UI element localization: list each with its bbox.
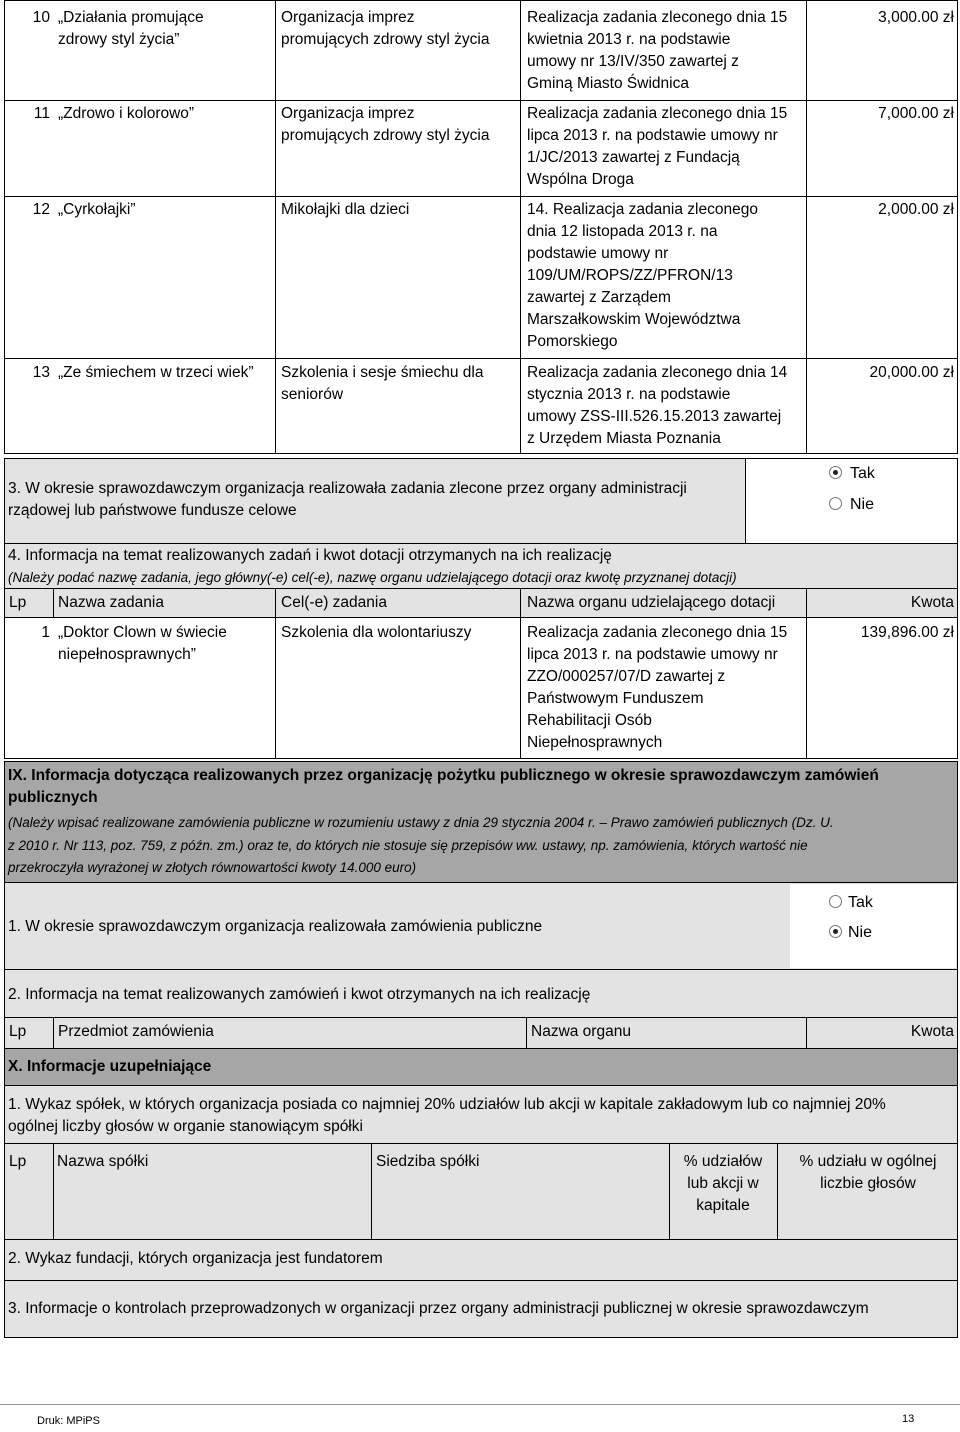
granting-organ: ZZO/000257/07/D zawartej z	[527, 668, 726, 685]
column-header-votes: % udziału w ogólnej	[799, 1153, 937, 1170]
no-label: Nie	[848, 924, 873, 941]
task-name: „Ze śmiechem w trzeci wiek”	[58, 364, 254, 381]
granting-organ: umowy nr 13/IV/350 zawartej z	[527, 53, 739, 70]
granting-organ: Realizacja zadania zleconego dnia 15	[527, 105, 788, 122]
granting-organ: Realizacja zadania zleconego dnia 15	[527, 9, 788, 26]
row-lp: 11	[33, 105, 50, 122]
granting-organ: z Urzędem Miasta Poznania	[527, 430, 721, 447]
granting-organ: Pomorskiego	[527, 333, 618, 350]
task-name: „Zdrowo i kolorowo”	[58, 105, 195, 122]
granting-organ: lipca 2013 r. na podstawie umowy nr	[527, 646, 778, 663]
yes-radio[interactable]	[829, 466, 842, 479]
column-header-amount: Kwota	[910, 594, 954, 611]
granting-organ: 109/UM/ROPS/ZZ/PFRON/13	[527, 267, 733, 284]
row-lp: 13	[32, 364, 50, 381]
no-label: Nie	[850, 496, 875, 513]
task-goal: Szkolenia dla wolontariuszy	[281, 624, 472, 641]
granting-organ: lipca 2013 r. na podstawie umowy nr	[527, 127, 778, 144]
footer-print-label: Druk: MPiPS	[37, 1415, 100, 1427]
column-header-goal: Cel(-e) zadania	[281, 594, 387, 611]
page-number: 13	[902, 1413, 915, 1425]
column-header-votes: liczbie głosów	[820, 1175, 916, 1192]
column-header-lp: Lp	[9, 1153, 27, 1170]
section-x-title: X. Informacje uzupełniające	[8, 1058, 212, 1075]
column-header-company-seat: Siedziba spółki	[376, 1153, 480, 1170]
task-goal: Mikołajki dla dzieci	[281, 201, 410, 218]
granting-organ: Realizacja zadania zleconego dnia 14	[527, 364, 788, 381]
granting-organ: Marszałkowskim Województwa	[527, 311, 741, 328]
section-ix-note: przekroczyła wyrażonej w złotych równowartości kwoty 14.000 euro)	[8, 860, 417, 875]
column-header-shares: % udziałów	[683, 1153, 763, 1170]
section-ix-note: (Należy wpisać realizowane zamówienia publiczne w rozumieniu ustawy z dnia 29 stycznia 2004 r. – Prawo zamówień publicznych (Dz. U.	[8, 815, 834, 830]
task-goal: seniorów	[281, 386, 344, 403]
row-lp: 12	[32, 201, 50, 218]
granting-organ: umowy ZSS-III.526.15.2013 zawartej	[527, 408, 782, 425]
column-header-shares: lub akcji w	[687, 1175, 759, 1192]
column-header-lp: Lp	[9, 594, 27, 611]
column-header-organ: Nazwa organu udzielającego dotacji	[527, 594, 776, 611]
question-text: 2. Wykaz fundacji, których organizacja jest fundatorem	[8, 1250, 383, 1267]
column-header-subject: Przedmiot zamówienia	[58, 1023, 214, 1040]
task-name: „Cyrkołajki”	[58, 201, 136, 218]
granting-organ: podstawie umowy nr	[527, 245, 669, 262]
question-text: 1. Wykaz spółek, w których organizacja posiada co najmniej 20% udziałów lub akcji w kapitale zakładowym lub co najmniej 20%	[8, 1096, 886, 1113]
amount: 3,000.00 zł	[878, 9, 954, 26]
no-radio[interactable]	[829, 925, 842, 938]
task-goal: promujących zdrowy styl życia	[281, 31, 490, 48]
question-4-title: 4. Informacja na temat realizowanych zadań i kwot dotacji otrzymanych na ich realizację	[8, 547, 612, 564]
task-name: zdrowy styl życia”	[58, 31, 180, 48]
question-text: ogólnej liczby głosów w organie stanowiącym spółki	[8, 1118, 363, 1135]
column-header-amount: Kwota	[910, 1023, 954, 1040]
granting-organ: Realizacja zadania zleconego dnia 15	[527, 624, 788, 641]
section-ix-title: IX. Informacja dotycząca realizowanych przez organizację pożytku publicznego w okresie sprawozdawczym zamówień	[8, 767, 879, 784]
amount: 2,000.00 zł	[878, 201, 954, 218]
task-name: „Doktor Clown w świecie	[58, 624, 227, 641]
task-goal: promujących zdrowy styl życia	[281, 127, 490, 144]
granting-organ: Gminą Miasto Świdnica	[527, 75, 689, 92]
section-ix-title: publicznych	[8, 789, 98, 806]
granting-organ: Państwowym Funduszem	[527, 690, 704, 707]
section-ix-note: z 2010 r. Nr 113, poz. 759, z późn. zm.) oraz te, do których nie stosuje się przepisów ww. ustawy, np. zamówienia, których wartość nie	[8, 838, 808, 853]
granting-organ: Wspólna Droga	[527, 171, 634, 188]
yes-label: Tak	[848, 894, 873, 911]
no-radio[interactable]	[829, 497, 842, 510]
question-3-text: 3. W okresie sprawozdawczym organizacja realizowała zadania zlecone przez organy administracji	[8, 480, 687, 497]
yes-label: Tak	[850, 465, 875, 482]
column-header-company-name: Nazwa spółki	[57, 1153, 149, 1170]
amount: 7,000.00 zł	[878, 105, 954, 122]
top-table	[4, 0, 958, 454]
granting-organ: Rehabilitacji Osób	[527, 712, 652, 729]
granting-organ: zawartej z Zarządem	[527, 289, 671, 306]
granting-organ: kwietnia 2013 r. na podstawie	[527, 31, 731, 48]
column-header-organ: Nazwa organu	[531, 1023, 631, 1040]
task-name: „Działania promujące	[58, 9, 204, 26]
row-lp: 10	[32, 9, 50, 26]
yes-radio[interactable]	[829, 895, 842, 908]
column-header-name: Nazwa zadania	[58, 594, 164, 611]
amount: 20,000.00 zł	[869, 364, 954, 381]
column-header-lp: Lp	[9, 1023, 27, 1040]
question-text: 3. Informacje o kontrolach przeprowadzonych w organizacji przez organy administracji publicznej w okresie sprawozdawczym	[8, 1300, 869, 1317]
question-4-note: (Należy podać nazwę zadania, jego główny(-e) cel(-e), nazwę organu udzielającego dotacji oraz kwotę przyznanej dotacji)	[8, 570, 737, 585]
granting-organ: dnia 12 listopada 2013 r. na	[527, 223, 718, 240]
task-goal: Organizacja imprez	[281, 105, 415, 122]
granting-organ: stycznia 2013 r. na podstawie	[527, 386, 731, 403]
column-header-shares: kapitale	[696, 1197, 750, 1214]
amount: 139,896.00 zł	[860, 624, 954, 641]
task-name: niepełnosprawnych”	[58, 646, 196, 663]
question-3-text: rządowej lub państwowe fundusze celowe	[8, 502, 297, 519]
granting-organ: 1/JC/2013 zawartej z Fundacją	[527, 149, 740, 166]
row-lp: 1	[41, 624, 50, 641]
granting-organ: 14. Realizacja zadania zleconego	[527, 201, 758, 218]
granting-organ: Niepełnosprawnych	[527, 734, 663, 751]
question-text: 1. W okresie sprawozdawczym organizacja realizowała zamówienia publiczne	[8, 918, 543, 935]
task-goal: Szkolenia i sesje śmiechu dla	[281, 364, 484, 381]
question-text: 2. Informacja na temat realizowanych zamówień i kwot otrzymanych na ich realizację	[8, 986, 591, 1003]
task-goal: Organizacja imprez	[281, 9, 415, 26]
